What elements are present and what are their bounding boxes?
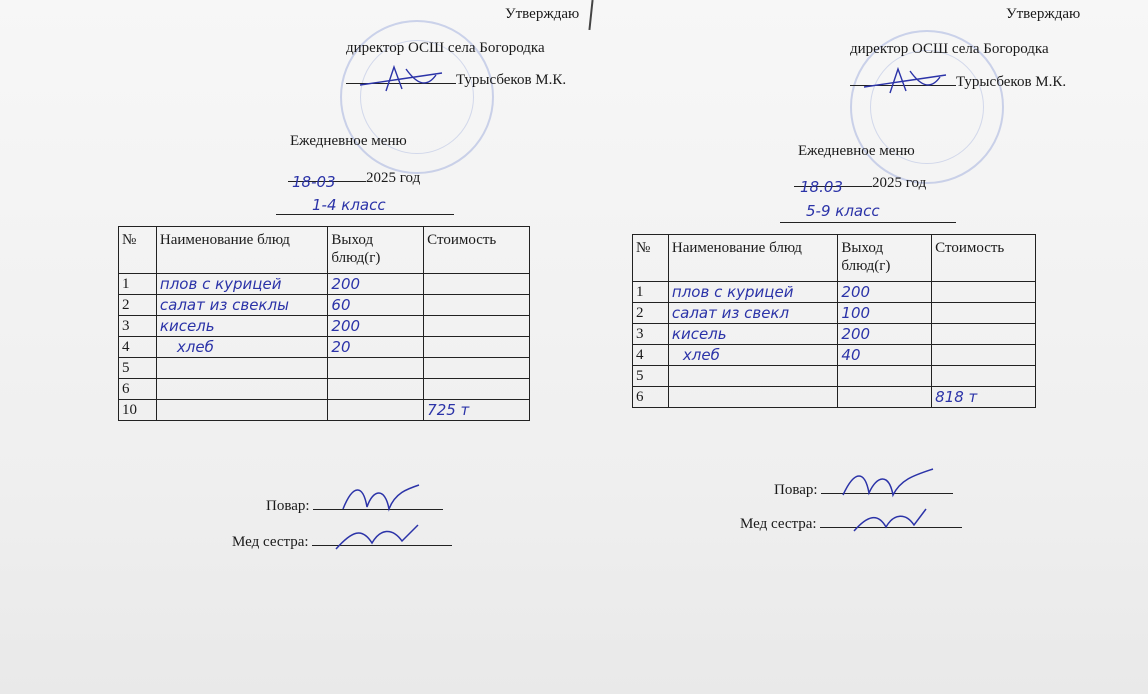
approve-label: Утверждаю: [1006, 6, 1081, 22]
nurse-line: [740, 516, 962, 533]
col-header-cost: Стоимость: [424, 227, 530, 274]
year-label: 2025 год: [366, 170, 421, 186]
col-header-number: №: [119, 227, 157, 274]
row-cost: [424, 358, 530, 379]
row-cost-total: 725 т: [424, 400, 530, 421]
row-dish: хлеб: [668, 345, 838, 366]
director-signature: [860, 65, 950, 99]
grade-line: [276, 196, 454, 220]
nurse-signature: [332, 517, 422, 557]
menu-title: Ежедневное меню: [798, 143, 915, 159]
row-output: [328, 400, 424, 421]
row-output: 100: [838, 303, 932, 324]
row-output: [328, 358, 424, 379]
table-row: [633, 366, 1036, 387]
col-header-output: Выход блюд(г): [328, 227, 424, 274]
row-dish: хлеб: [156, 337, 328, 358]
row-dish: кисель: [668, 324, 838, 345]
director-title: директор ОСШ села Богородка: [850, 41, 1049, 57]
grade-handwritten: 1-4 класс: [312, 196, 386, 214]
row-dish: салат из свеклы: [156, 295, 328, 316]
menu-date: [794, 175, 927, 196]
table-header-row: [633, 235, 1036, 282]
table-row: [633, 282, 1036, 303]
table-row: [119, 274, 530, 295]
col-header-output: Выход блюд(г): [838, 235, 932, 282]
row-number: 6: [633, 387, 669, 408]
row-output: 60: [328, 295, 424, 316]
row-number: 1: [119, 274, 157, 295]
row-output: 200: [328, 274, 424, 295]
row-output: 200: [838, 282, 932, 303]
row-number: 2: [119, 295, 157, 316]
row-cost: [424, 337, 530, 358]
table-header-row: [119, 227, 530, 274]
director-signature: [356, 63, 446, 97]
cook-label: Повар:: [266, 498, 310, 514]
row-dish: плов с курицей: [156, 274, 328, 295]
row-output: [838, 366, 932, 387]
row-output: 20: [328, 337, 424, 358]
row-cost: [424, 274, 530, 295]
row-dish: [668, 366, 838, 387]
row-cost: [932, 366, 1036, 387]
cook-label: Повар:: [774, 482, 818, 498]
date-handwritten: 18.03: [800, 178, 843, 196]
row-number: 6: [119, 379, 157, 400]
grade-line: [780, 202, 956, 228]
row-dish: плов с курицей: [668, 282, 838, 303]
col-header-cost: Стоимость: [932, 235, 1036, 282]
menu-title: Ежедневное меню: [290, 133, 407, 149]
table-row: [119, 358, 530, 379]
table-row: [633, 303, 1036, 324]
table-row: [119, 337, 530, 358]
row-dish: [156, 400, 328, 421]
row-cost: [932, 345, 1036, 366]
cook-line: [266, 498, 443, 515]
table-row: [119, 316, 530, 337]
nurse-label: Мед сестра:: [232, 534, 309, 550]
col-header-dish: Наименование блюд: [156, 227, 328, 274]
nurse-line: [232, 534, 452, 551]
table-row: [119, 379, 530, 400]
row-dish: [156, 379, 328, 400]
nurse-label: Мед сестра:: [740, 516, 817, 532]
row-output: 200: [838, 324, 932, 345]
cook-line: [774, 482, 953, 499]
nurse-signature: [850, 503, 930, 539]
col-header-number: №: [633, 235, 669, 282]
table-row: [633, 324, 1036, 345]
row-cost: [932, 282, 1036, 303]
director-name: Турысбеков М.К.: [456, 72, 567, 88]
approve-label: Утверждаю: [505, 6, 580, 22]
row-cost: [932, 303, 1036, 324]
year-label: 2025 год: [872, 175, 927, 191]
director-signature-line: [850, 74, 1066, 91]
row-output: [838, 387, 932, 408]
row-dish: кисель: [156, 316, 328, 337]
date-handwritten: 18-03: [292, 173, 336, 191]
table-row: [119, 295, 530, 316]
row-cost-total: 818 т: [932, 387, 1036, 408]
row-cost: [424, 295, 530, 316]
row-output: 200: [328, 316, 424, 337]
director-signature-line: [346, 72, 566, 89]
table-row: [633, 387, 1036, 408]
director-name: Турысбеков М.К.: [956, 74, 1067, 90]
menu-table: [632, 234, 1036, 408]
row-dish: [668, 387, 838, 408]
menu-date: [288, 170, 421, 191]
row-dish: [156, 358, 328, 379]
row-cost: [932, 324, 1036, 345]
row-number: 5: [119, 358, 157, 379]
menu-table: [118, 226, 530, 421]
row-cost: [424, 379, 530, 400]
row-number: 3: [633, 324, 669, 345]
row-output: [328, 379, 424, 400]
director-title: директор ОСШ села Богородка: [346, 40, 545, 56]
row-number: 5: [633, 366, 669, 387]
row-number: 10: [119, 400, 157, 421]
col-header-dish: Наименование блюд: [668, 235, 838, 282]
row-number: 1: [633, 282, 669, 303]
row-number: 4: [633, 345, 669, 366]
row-cost: [424, 316, 530, 337]
row-number: 4: [119, 337, 157, 358]
row-number: 2: [633, 303, 669, 324]
row-output: 40: [838, 345, 932, 366]
table-row: [633, 345, 1036, 366]
table-row: [119, 400, 530, 421]
grade-handwritten: 5-9 класс: [806, 202, 880, 220]
row-number: 3: [119, 316, 157, 337]
row-dish: салат из свекл: [668, 303, 838, 324]
